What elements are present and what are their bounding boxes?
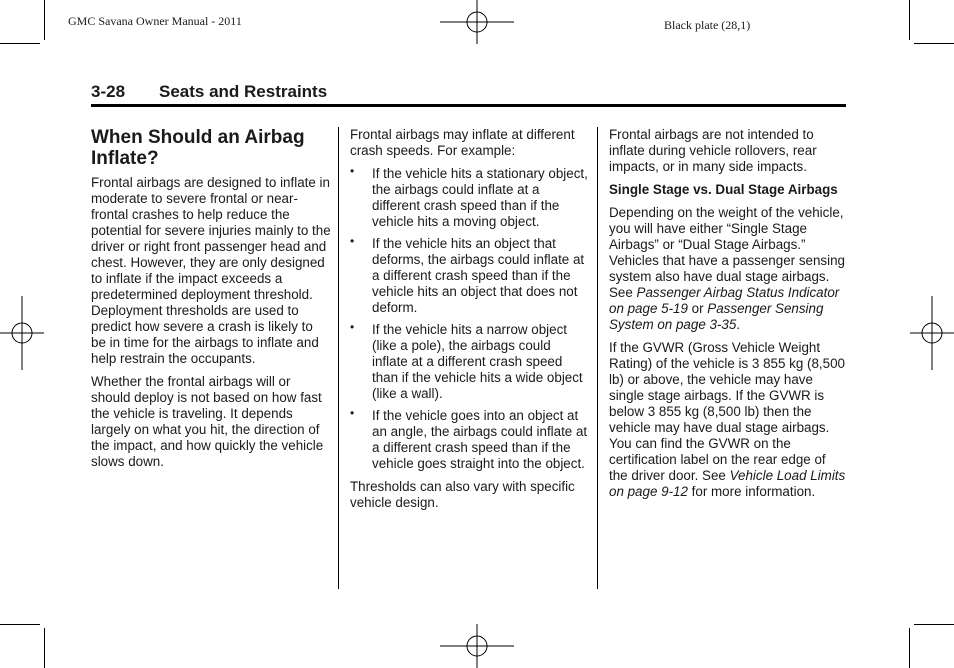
column-2: [350, 127, 588, 518]
section-title: Seats and Restraints: [159, 82, 328, 101]
crop-mark: [914, 43, 954, 44]
paragraph-text: .: [736, 317, 741, 332]
column-3: [609, 127, 847, 507]
page-number: 3-28: [91, 82, 126, 101]
registration-mark-bottom: [440, 624, 514, 668]
paragraph: [609, 205, 847, 333]
paragraph-text: for more information.: [687, 484, 816, 499]
bullet-icon: •: [350, 164, 355, 178]
list-item: [350, 322, 588, 402]
list-item-text: If the vehicle hits a stationary object, the airbags could inflate at a different crash speed than if the vehicle hits a moving object.: [372, 166, 588, 229]
list-item-text: If the vehicle goes into an object at an angle, the airbags could inflate at a different crash speed than if the vehicle goes straight into the object.: [372, 408, 588, 471]
paragraph: Whether the frontal airbags will or should deploy is not based on how fast the vehicle is traveling. It depends largely on what you hit, the direction of the impact, and how quickly the vehicle slows down.: [91, 374, 324, 469]
bullet-icon: •: [350, 406, 355, 420]
section-header: [91, 80, 846, 107]
subheading: Single Stage vs. Dual Stage Airbags: [609, 182, 838, 197]
paragraph: Frontal airbags may inflate at different crash speeds. For example:: [350, 127, 575, 158]
registration-mark-right: [910, 296, 954, 370]
bullet-list: [350, 166, 588, 472]
paragraph-text: or: [687, 301, 708, 316]
manual-title: GMC Savana Owner Manual - 2011: [68, 14, 242, 28]
list-item-text: If the vehicle hits a narrow object (like a pole), the airbags could inflate at a different crash speed than if the vehicle hits a wide object (like a wall).: [372, 322, 583, 401]
crop-mark: [914, 624, 954, 625]
list-item: [350, 166, 588, 230]
plate-label: Black plate (28,1): [664, 18, 751, 32]
crop-mark: [44, 0, 45, 40]
crop-mark: [0, 624, 40, 625]
paragraph: Frontal airbags are not intended to inflate during vehicle rollovers, rear impacts, or in many side impacts.: [609, 127, 817, 174]
cross-reference-link[interactable]: Passenger Airbag Status Indicator on page 5-19: [609, 285, 840, 316]
crop-mark: [0, 43, 40, 44]
list-item-text: If the vehicle hits an object that deforms, the airbags could inflate at a different crash speed than if the vehicle hits an object that does not deform.: [372, 236, 585, 315]
column-1: [91, 127, 331, 477]
paragraph: Frontal airbags are designed to inflate in moderate to severe frontal or near-frontal crashes to help reduce the potential for severe injuries mainly to the driver or right front passenger head and chest. However, they are only designed to inflate if the impact exceeds a predetermined deployment threshold. Deployment thresholds are used to predict how severe a crash is likely to be in time for the airbags to inflate and help restrain the occupants.: [91, 175, 331, 366]
list-item: [350, 236, 588, 316]
column-divider: [338, 127, 339, 589]
crop-mark: [44, 628, 45, 668]
paragraph: Thresholds can also vary with specific vehicle design.: [350, 479, 575, 510]
paragraph-text: If the GVWR (Gross Vehicle Weight Rating) of the vehicle is 3 855 kg (8,500 lb) or above, the vehicle may have single stage airbags. If the GVWR is below 3 855 kg (8,500 lb) then the vehicle may have dual stage airbags. You can find the GVWR on the certification label on the rear edge of the driver door. See: [609, 340, 845, 483]
registration-mark-top: [440, 0, 514, 44]
paragraph: [609, 340, 847, 500]
cross-reference-link[interactable]: Passenger Sensing System on page 3-35: [609, 301, 824, 332]
bullet-icon: •: [350, 234, 355, 248]
paragraph-text: Depending on the weight of the vehicle, you will have either “Single Stage Airbags” or “Dual Stage Airbags.” Vehicles that have a passenger sensing system also have dual stage airbags. See: [609, 205, 845, 300]
crop-mark: [909, 628, 910, 668]
bullet-icon: •: [350, 320, 355, 334]
crop-mark: [909, 0, 910, 40]
cross-reference-link[interactable]: Vehicle Load Limits on page 9-12: [609, 468, 846, 499]
article-heading: When Should an Airbag Inflate?: [91, 127, 305, 169]
list-item: [350, 408, 588, 472]
column-divider: [597, 127, 598, 589]
registration-mark-left: [0, 296, 44, 370]
